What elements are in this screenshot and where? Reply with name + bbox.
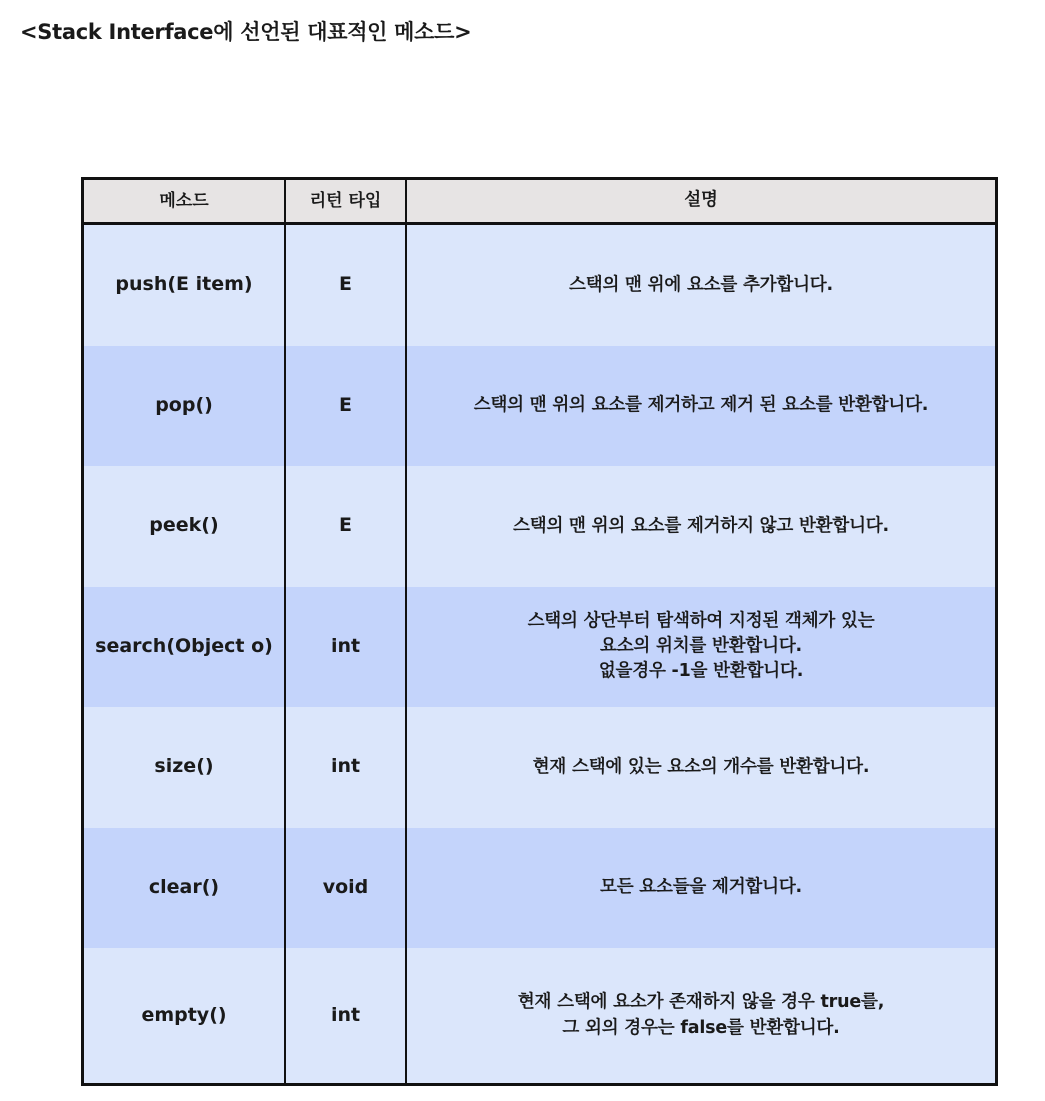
description-line: 없을경우 -1을 반환합니다. [598,661,804,682]
return-type-cell: E [286,346,407,467]
description-line: 스택의 맨 위에 요소를 추가합니다. [569,274,833,295]
header-return-type: 리턴 타입 [286,180,407,225]
method-cell: empty() [84,948,286,1083]
return-type-cell: void [286,828,407,949]
description-line: 그 외의 경우는 false를 반환합니다. [562,1017,840,1038]
description-line: 모든 요소들을 제거합니다. [600,877,802,898]
description-line: 스택의 맨 위의 요소를 제거하고 제거 된 요소를 반환합니다. [473,395,929,416]
description-line: 스택의 상단부터 탐색하여 지정된 객체가 있는 [527,610,875,631]
return-type-cell: E [286,225,407,346]
description-line: 현재 스택에 요소가 존재하지 않을 경우 true를, [517,992,885,1013]
description-cell [407,587,995,708]
method-cell: pop() [84,346,286,467]
return-type-cell: E [286,466,407,587]
description-cell [407,346,995,467]
description-line: 현재 스택에 있는 요소의 개수를 반환합니다. [532,756,870,777]
description-cell [407,948,995,1083]
return-type-cell: int [286,587,407,708]
header-description: 설명 [407,180,995,225]
description-line: 요소의 위치를 반환합니다. [599,636,802,657]
method-cell: clear() [84,828,286,949]
method-cell: search(Object o) [84,587,286,708]
return-type-cell: int [286,948,407,1083]
description-line: 스택의 맨 위의 요소를 제거하지 않고 반환합니다. [513,515,889,536]
method-cell: push(E item) [84,225,286,346]
header-method: 메소드 [84,180,286,225]
description-cell [407,225,995,346]
methods-table [81,177,998,1086]
description-cell [407,828,995,949]
description-cell [407,466,995,587]
description-cell [407,707,995,828]
return-type-cell: int [286,707,407,828]
page-title: <Stack Interface에 선언된 대표적인 메소드> [20,20,472,44]
method-cell: peek() [84,466,286,587]
method-cell: size() [84,707,286,828]
